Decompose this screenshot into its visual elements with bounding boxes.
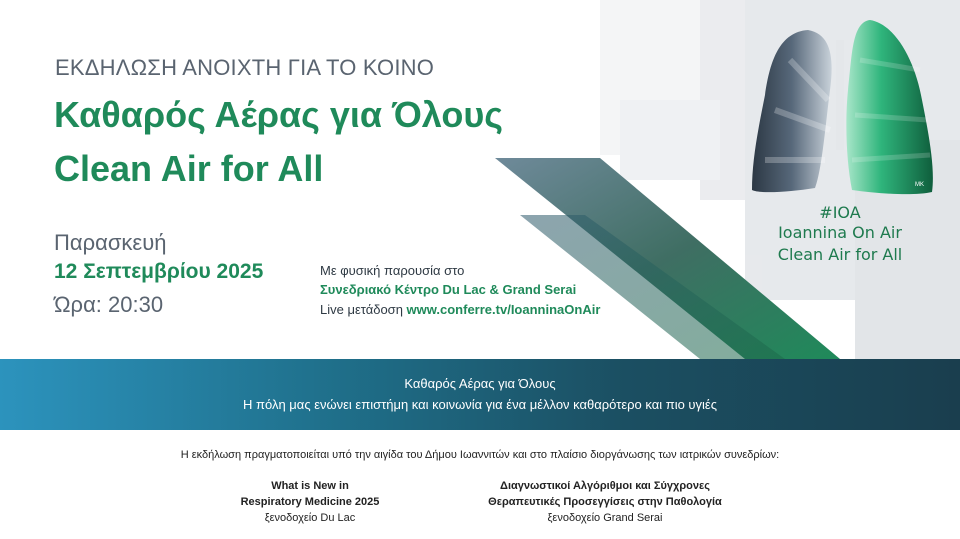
venue-name: Συνεδριακό Κέντρο Du Lac & Grand Serai (320, 282, 577, 297)
banner-title: Καθαρός Αέρας για Όλους (404, 376, 556, 391)
live-stream-link[interactable]: www.conferre.tv/IoanninaOnAir (406, 302, 601, 317)
conference-b-title-line2: Θεραπευτικές Προσεγγίσεις στην Παθολογία (488, 496, 722, 508)
live-stream-line (320, 302, 600, 317)
conference-b-venue: ξενοδοχείο Grand Serai (547, 512, 663, 524)
title-english: Clean Air for All (54, 148, 324, 189)
event-kicker: ΕΚΔΗΛΩΣΗ ΑΝΟΙΧΤΗ ΓΙΑ ΤΟ ΚΟΙΝΟ (55, 55, 435, 80)
title-greek: Καθαρός Αέρας για Όλους (54, 94, 503, 135)
venue-intro: Με φυσική παρουσία στο (320, 263, 465, 278)
artist-mark: MK (915, 182, 924, 188)
conference-b-title-line1: Διαγνωστικοί Αλγόριθμοι και Σύγχρονες (500, 480, 710, 492)
event-day: Παρασκευή (54, 230, 167, 255)
event-time: Ώρα: 20:30 (54, 292, 164, 317)
conference-a-venue: ξενοδοχείο Du Lac (264, 512, 356, 524)
auspice-note: Η εκδήλωση πραγματοποιείται υπό την αιγίδα του Δήμου Ιωαννιτών και στο πλαίσιο διοργάνωσης των ιατρικών συνεδρίων: (180, 449, 780, 461)
banner-subtitle: Η πόλη μας ενώνει επιστήμη και κοινωνία για ένα μέλλον καθαρότερο και πιο υγιές (243, 397, 717, 412)
live-stream-label: Live μετάδοση (320, 302, 407, 317)
conference-a-title-line2: Respiratory Medicine 2025 (240, 496, 380, 508)
tagline-motto: Clean Air for All (777, 245, 903, 264)
conference-a (215, 478, 405, 526)
tagline-name: Ioannina On Air (778, 223, 902, 242)
event-date: 12 Σεπτεμβρίου 2025 (54, 260, 264, 283)
banner (0, 359, 960, 430)
hashtag: #IOA (819, 203, 861, 222)
conference-a-title-line1: What is New in (271, 480, 349, 492)
conference-b (445, 478, 765, 526)
